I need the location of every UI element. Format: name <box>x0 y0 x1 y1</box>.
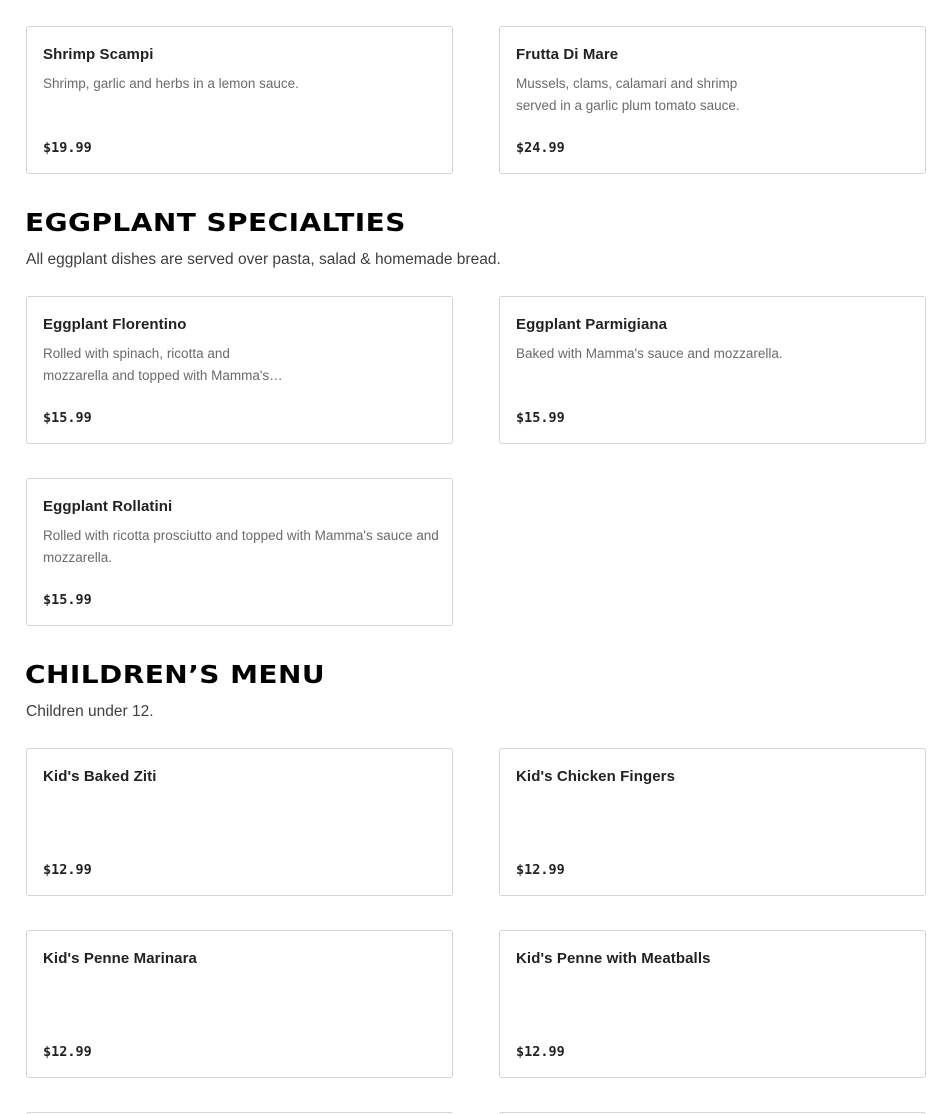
menu-item-card[interactable] <box>499 748 926 896</box>
menu-item-price: $12.99 <box>516 862 565 878</box>
menu-item-description: Mussels, clams, calamari and shrimp served in a garlic plum tomato sauce. <box>516 76 740 113</box>
menu-item-description: Rolled with ricotta prosciutto and topped with Mamma's sauce and mozzarella. <box>43 528 439 565</box>
menu-item-card[interactable] <box>499 296 926 444</box>
menu-item-description: Shrimp, garlic and herbs in a lemon sauce. <box>43 76 299 91</box>
menu-item-price: $12.99 <box>43 1044 92 1060</box>
menu-item-card[interactable] <box>26 930 453 1078</box>
menu-item-card[interactable] <box>499 930 926 1078</box>
menu-item-name: Kid's Penne with Meatballs <box>516 950 711 967</box>
menu-item-name: Eggplant Parmigiana <box>516 316 668 333</box>
menu-item-price: $15.99 <box>516 410 565 426</box>
menu-item-price: $24.99 <box>516 140 565 156</box>
section-title-children: CHILDREN’S MENU <box>25 660 326 689</box>
section-subtitle-children: Children under 12. <box>26 703 154 720</box>
menu-item-price: $15.99 <box>43 410 92 426</box>
menu-item-card[interactable] <box>26 478 453 626</box>
menu-item-price: $12.99 <box>516 1044 565 1060</box>
menu-item-card[interactable] <box>26 748 453 896</box>
menu-item-description: Rolled with spinach, ricotta and mozzarella and topped with Mamma's… <box>43 346 283 383</box>
menu-item-card[interactable] <box>26 26 453 174</box>
menu-item-price: $19.99 <box>43 140 92 156</box>
section-subtitle-eggplant: All eggplant dishes are served over pasta, salad & homemade bread. <box>26 251 501 268</box>
menu-item-price: $15.99 <box>43 592 92 608</box>
menu-item-card[interactable] <box>26 296 453 444</box>
menu-item-name: Kid's Baked Ziti <box>43 768 157 785</box>
menu-item-card[interactable] <box>499 26 926 174</box>
menu-item-name: Kid's Chicken Fingers <box>516 768 676 785</box>
menu-item-description: Baked with Mamma's sauce and mozzarella. <box>516 346 783 361</box>
menu-item-name: Shrimp Scampi <box>43 46 154 63</box>
menu-item-name: Kid's Penne Marinara <box>43 950 197 967</box>
menu-item-name: Frutta Di Mare <box>516 46 619 63</box>
menu-item-price: $12.99 <box>43 862 92 878</box>
section-title-eggplant: EGGPLANT SPECIALTIES <box>25 208 406 237</box>
menu-item-name: Eggplant Rollatini <box>43 498 173 515</box>
menu-item-name: Eggplant Florentino <box>43 316 187 333</box>
